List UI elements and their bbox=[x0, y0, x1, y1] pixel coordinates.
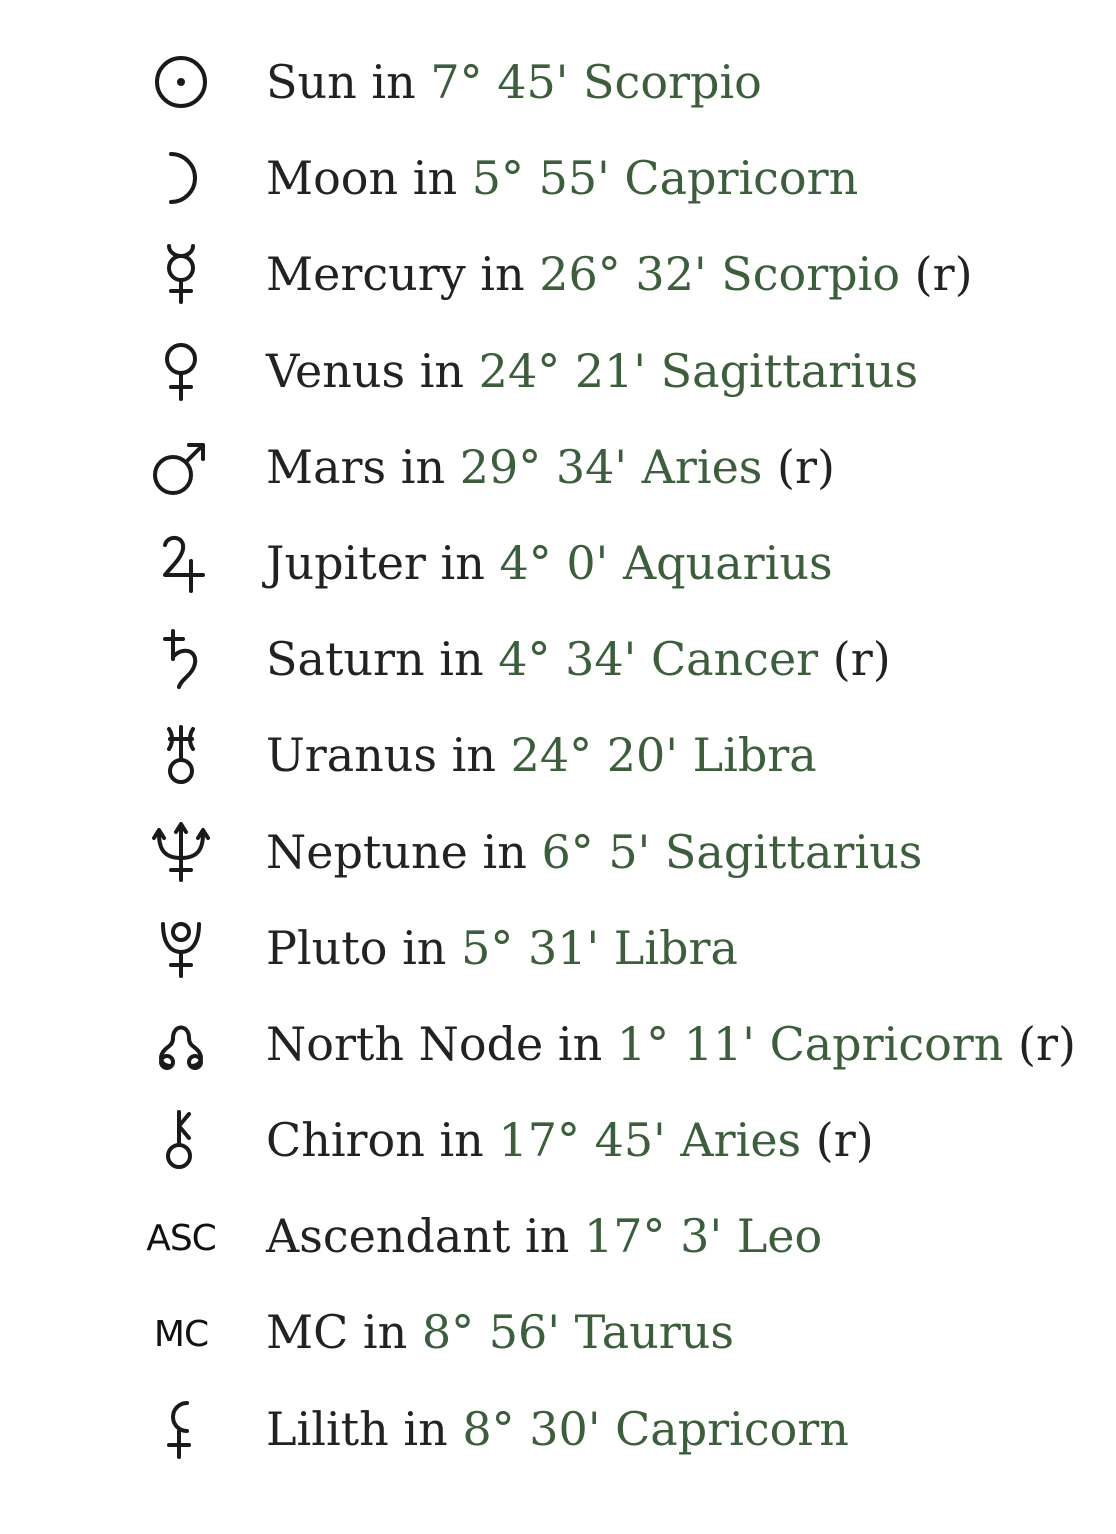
zodiac-position: 8° 56' Taurus bbox=[421, 1305, 734, 1360]
placement-row-pluto bbox=[0, 900, 1116, 996]
placement-text bbox=[266, 725, 817, 785]
retrograde-marker: (r) bbox=[818, 632, 891, 687]
retrograde-marker: (r) bbox=[762, 439, 835, 494]
mercury-icon bbox=[138, 226, 224, 322]
zodiac-position: 8° 30' Capricorn bbox=[462, 1401, 849, 1456]
placement-text bbox=[266, 1399, 849, 1459]
planet-label: Lilith in bbox=[266, 1401, 463, 1456]
planet-label: Uranus in bbox=[266, 728, 511, 783]
placement-text bbox=[266, 533, 833, 593]
placement-text bbox=[266, 244, 973, 304]
retrograde-marker: (r) bbox=[900, 247, 973, 302]
placement-text bbox=[266, 148, 858, 208]
zodiac-position: 17° 45' Aries bbox=[498, 1113, 802, 1168]
moon-icon bbox=[138, 130, 224, 226]
placements-list bbox=[0, 34, 1116, 1477]
placement-row-sun bbox=[0, 34, 1116, 130]
mc-icon bbox=[138, 1284, 224, 1380]
zodiac-position: 5° 55' Capricorn bbox=[471, 151, 859, 206]
placement-text bbox=[266, 341, 918, 401]
placement-row-mercury bbox=[0, 226, 1116, 322]
placement-row-moon bbox=[0, 130, 1116, 226]
ascendant-icon-label: ASC bbox=[146, 1218, 216, 1260]
lilith-icon bbox=[138, 1381, 224, 1477]
uranus-icon bbox=[138, 707, 224, 803]
planet-label: Mars in bbox=[266, 439, 460, 494]
planet-label: Sun in bbox=[266, 55, 431, 109]
placement-text bbox=[266, 918, 738, 978]
saturn-icon bbox=[138, 611, 224, 707]
placement-row-venus bbox=[0, 323, 1116, 419]
placement-text bbox=[266, 52, 762, 112]
planet-label: Neptune in bbox=[266, 824, 542, 879]
planet-label: Saturn in bbox=[266, 632, 499, 687]
placement-row-neptune bbox=[0, 804, 1116, 900]
placement-text bbox=[266, 1014, 1076, 1074]
planet-label: Ascendant in bbox=[266, 1209, 585, 1264]
placement-text bbox=[266, 629, 891, 689]
placement-row-saturn bbox=[0, 611, 1116, 707]
retrograde-marker: (r) bbox=[1003, 1016, 1076, 1071]
planet-label: Moon in bbox=[266, 151, 472, 206]
mc-icon-label: MC bbox=[153, 1314, 209, 1356]
planet-label: Venus in bbox=[266, 343, 479, 398]
placement-row-chiron bbox=[0, 1092, 1116, 1188]
neptune-icon bbox=[138, 804, 224, 900]
zodiac-position: 29° 34' Aries bbox=[459, 439, 763, 494]
placement-row-mc bbox=[0, 1284, 1116, 1380]
pluto-icon bbox=[138, 900, 224, 996]
placement-text bbox=[266, 1302, 734, 1362]
sun-icon bbox=[138, 34, 224, 130]
planet-label: Mercury in bbox=[266, 247, 540, 302]
planet-label: MC in bbox=[266, 1305, 422, 1360]
zodiac-position: 24° 20' Libra bbox=[510, 728, 817, 783]
zodiac-position: 4° 0' Aquarius bbox=[499, 535, 833, 590]
placement-text bbox=[266, 822, 922, 882]
placement-text bbox=[266, 1110, 874, 1170]
planet-label: North Node in bbox=[266, 1016, 617, 1071]
placement-text bbox=[266, 1206, 822, 1266]
mars-icon bbox=[138, 419, 224, 515]
zodiac-position: 1° 11' Capricorn bbox=[616, 1016, 1004, 1071]
placement-row-north-node bbox=[0, 996, 1116, 1092]
zodiac-position: 5° 31' Libra bbox=[461, 920, 738, 975]
zodiac-position: 17° 3' Leo bbox=[584, 1209, 823, 1264]
placement-row-ascendant bbox=[0, 1188, 1116, 1284]
jupiter-icon bbox=[138, 515, 224, 611]
north-node-icon bbox=[138, 996, 224, 1092]
planet-label: Chiron in bbox=[266, 1113, 499, 1168]
placement-text bbox=[266, 437, 835, 497]
retrograde-marker: (r) bbox=[801, 1113, 874, 1168]
venus-icon bbox=[138, 323, 224, 419]
zodiac-position: 26° 32' Scorpio bbox=[539, 247, 901, 302]
placement-row-lilith bbox=[0, 1381, 1116, 1477]
planet-label: Jupiter in bbox=[266, 535, 500, 590]
chiron-icon bbox=[138, 1092, 224, 1188]
zodiac-position: 7° 45' Scorpio bbox=[430, 55, 762, 109]
zodiac-position: 24° 21' Sagittarius bbox=[478, 343, 919, 398]
placement-row-mars bbox=[0, 419, 1116, 515]
ascendant-icon bbox=[138, 1188, 224, 1284]
zodiac-position: 6° 5' Sagittarius bbox=[541, 824, 923, 879]
placement-row-uranus bbox=[0, 707, 1116, 803]
zodiac-position: 4° 34' Cancer bbox=[498, 632, 819, 687]
planet-label: Pluto in bbox=[266, 920, 462, 975]
placement-row-jupiter bbox=[0, 515, 1116, 611]
